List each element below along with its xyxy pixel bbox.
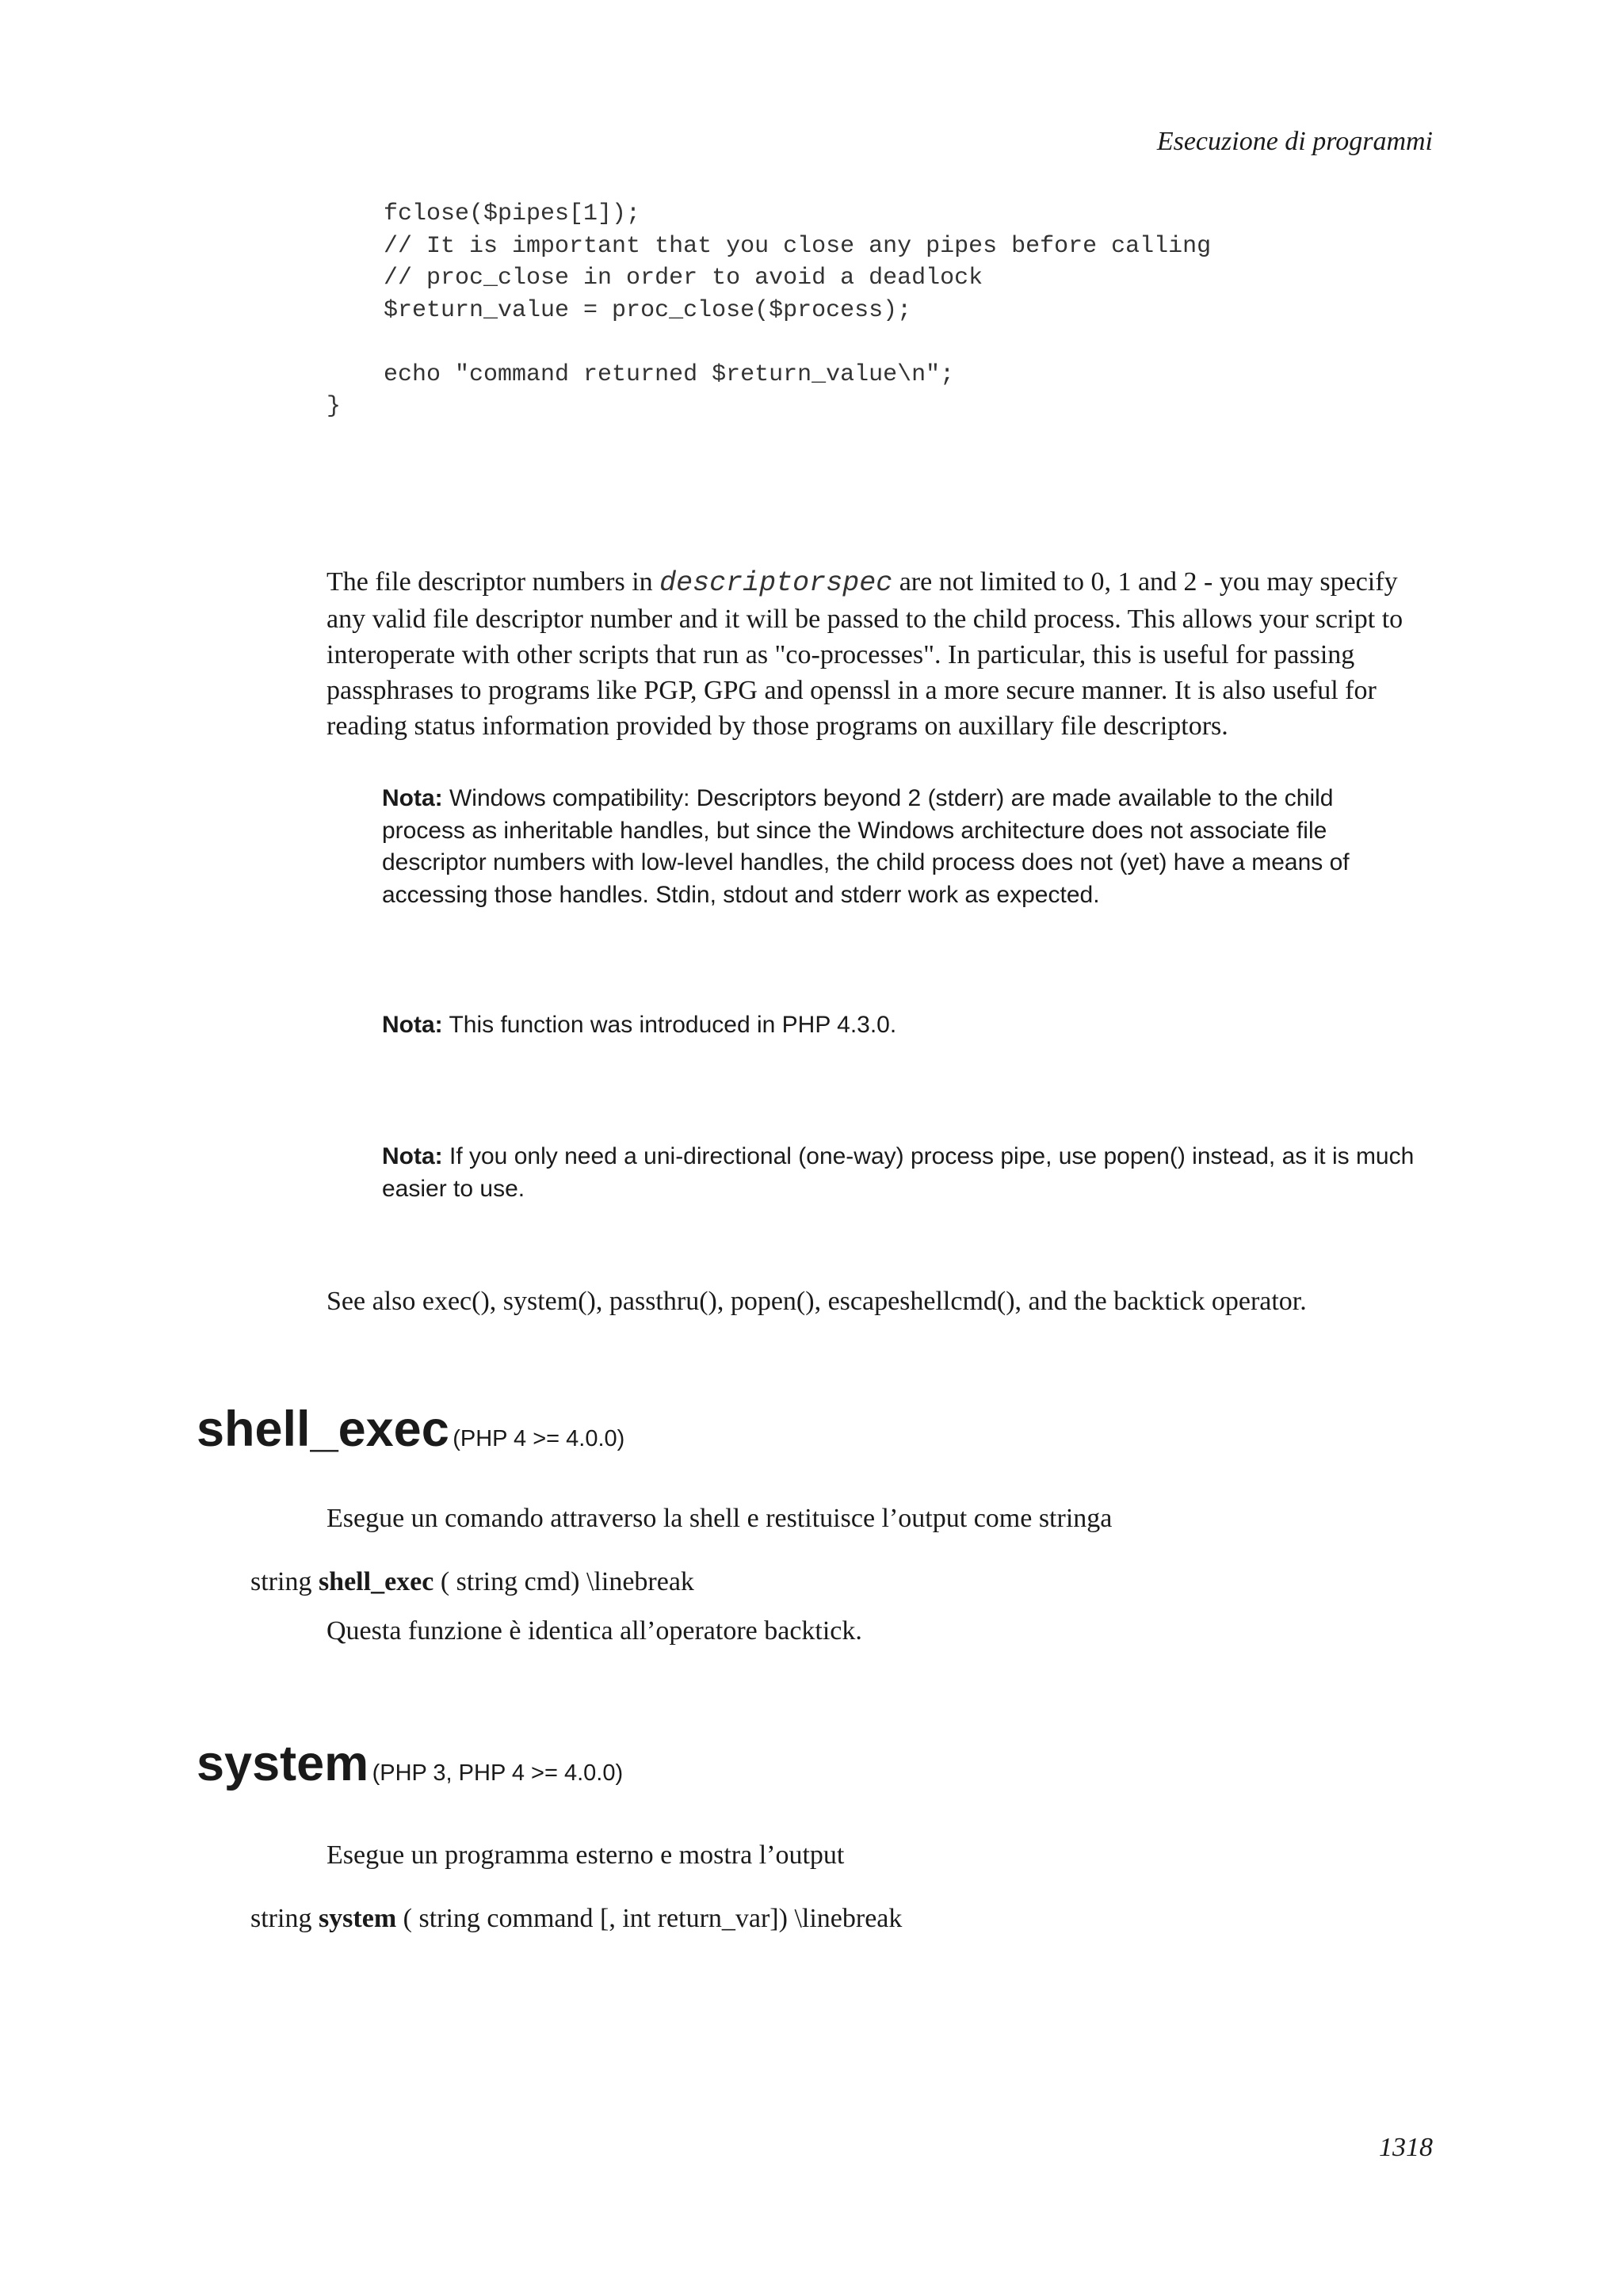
function-synopsis [250, 1567, 694, 1597]
synopsis-function-name: system [318, 1904, 397, 1933]
page-number: 1318 [1379, 2133, 1433, 2162]
parameter-name: descriptorspec [659, 567, 893, 599]
running-header: Esecuzione di programmi [1156, 127, 1433, 156]
note-label: Nota: [382, 785, 443, 811]
function-purpose: Esegue un programma esterno e mostra l’output [327, 1840, 845, 1870]
note-windows-compat [382, 783, 1420, 911]
synopsis-function-name: shell_exec [318, 1567, 434, 1596]
see-also: See also exec(), system(), passthru(), popen(), escapeshellcmd(), and the backtick operator. [327, 1287, 1307, 1316]
function-heading-shell-exec [197, 1401, 624, 1458]
note-popen [382, 1141, 1420, 1205]
synopsis-return-type: string [250, 1904, 319, 1933]
synopsis-args: ( string command [, int return_var]) \linebreak [396, 1904, 903, 1933]
note-label: Nota: [382, 1012, 443, 1038]
note-text: This function was introduced in PHP 4.3.0. [442, 1012, 897, 1038]
code-block: fclose($pipes[1]); // It is important that you close any pipes before calling // proc_close in order to avoid a deadlock $return_value = proc_close($process); echo "command returned $return_value\n"; } [327, 200, 1212, 420]
function-version: (PHP 3, PHP 4 >= 4.0.0) [372, 1760, 624, 1786]
function-description: Questa funzione è identica all’operatore backtick. [327, 1616, 862, 1646]
synopsis-return-type: string [250, 1567, 319, 1596]
function-version: (PHP 4 >= 4.0.0) [453, 1426, 625, 1451]
function-name: shell_exec [197, 1402, 449, 1457]
note-text: Windows compatibility: Descriptors beyond 2 (stderr) are made available to the child process as inheritable handles, but since the Windows architecture does not associate file descriptor numbers with low-level handles, the child process does not (yet) have a means of accessing those handles. Stdin, stdout and stderr work as expected. [382, 785, 1350, 908]
note-text: If you only need a uni-directional (one-way) process pipe, use popen() instead, as it is much easier to use. [382, 1143, 1415, 1202]
note-introduced [382, 1009, 1420, 1042]
function-heading-system [197, 1735, 623, 1792]
function-synopsis [250, 1904, 902, 1934]
paragraph-text: are not limited to 0, 1 and 2 - you may specify any valid file descriptor number and it will be passed to the child process. This allows your script to interoperate with other scripts that run as "co-processes". In particular, this is useful for passing passphrases to programs like PGP, GPG and openssl in a more secure manner. It is also useful for reading status information provided by those programs on auxillary file descriptors. [327, 567, 1403, 741]
synopsis-args: ( string cmd) \linebreak [433, 1567, 694, 1596]
note-label: Nota: [382, 1143, 443, 1169]
function-purpose: Esegue un comando attraverso la shell e restituisce l’output come stringa [327, 1504, 1113, 1533]
descriptor-paragraph [327, 564, 1436, 744]
paragraph-text: The file descriptor numbers in [327, 567, 660, 597]
function-name: system [197, 1736, 369, 1791]
